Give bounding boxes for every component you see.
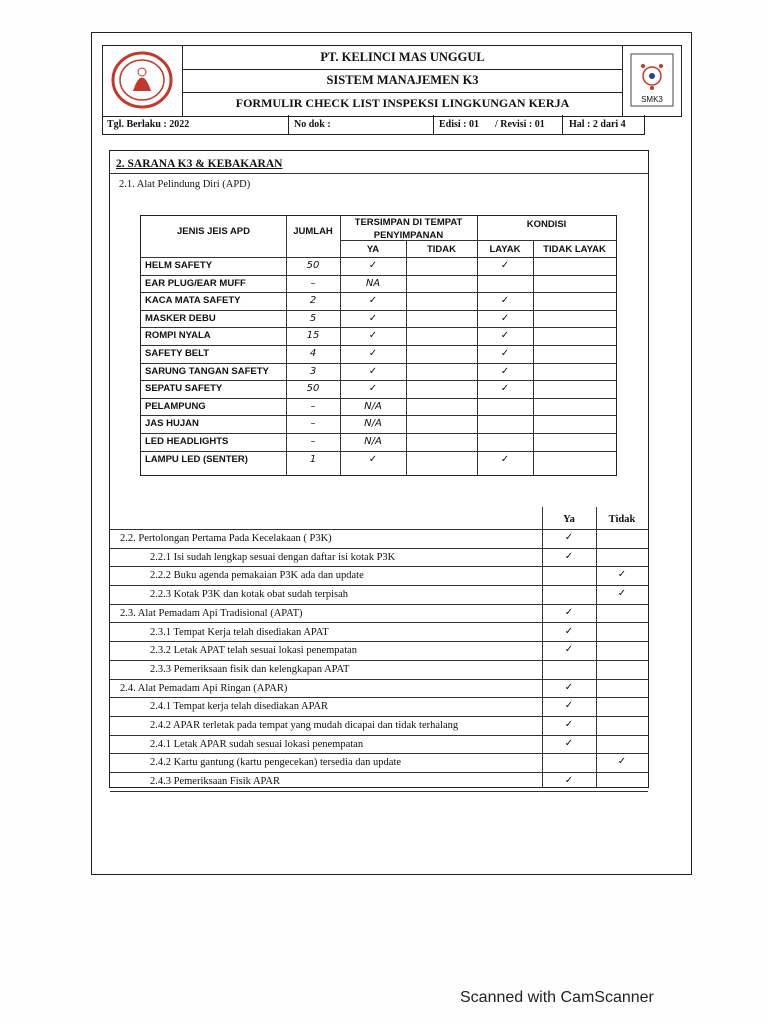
apd-table bbox=[140, 215, 617, 476]
header-tidak-layak: TIDAK LAYAK bbox=[543, 244, 606, 255]
tgl-berlaku: Tgl. Berlaku : 2022 bbox=[107, 119, 190, 130]
apd-item-qty: 50 bbox=[306, 383, 320, 395]
checklist-item bbox=[110, 548, 648, 568]
edisi: Edisi : 01 bbox=[439, 119, 480, 130]
form-page bbox=[91, 32, 692, 875]
checklist-item-text: 2.2.3 Kotak P3K dan kotak obat sudah terpisah bbox=[150, 589, 349, 601]
apd-item-name: HELM SAFETY bbox=[145, 260, 213, 271]
apd-item-layak: ✓ bbox=[500, 365, 510, 377]
checklist-item-text: 2.3.1 Tempat Kerja telah disediakan APAT bbox=[150, 626, 329, 638]
apd-item-name: JAS HUJAN bbox=[145, 418, 199, 430]
apd-item-qty: 2 bbox=[309, 295, 317, 307]
checklist-item-text: 2.4.3 Pemeriksaan Fisik APAR bbox=[150, 776, 280, 788]
apd-item-ya: N/A bbox=[364, 436, 382, 447]
apd-item-qty: 4 bbox=[309, 348, 317, 359]
apd-item-layak: ✓ bbox=[500, 383, 510, 395]
checklist-item-tidak: ✓ bbox=[617, 588, 627, 600]
header-ya: YA bbox=[366, 244, 380, 255]
section-title: 2. SARANA K3 & KEBAKARAN bbox=[110, 151, 648, 174]
checklist-item-text: 2.2.1 Isi sudah lengkap sesuai dengan daftar isi kotak P3K bbox=[150, 551, 396, 563]
apd-item-ya: ✓ bbox=[368, 348, 378, 359]
checklist-item bbox=[110, 566, 648, 586]
apd-item-name: PELAMPUNG bbox=[145, 400, 206, 412]
header-kondisi: KONDISI bbox=[526, 219, 567, 230]
section-table bbox=[109, 150, 649, 788]
checklist-item-tidak: ✓ bbox=[617, 569, 627, 581]
header-layak: LAYAK bbox=[489, 244, 521, 255]
apd-item-ya: ✓ bbox=[368, 330, 378, 342]
smk3-logo bbox=[622, 46, 681, 116]
apd-item-layak: ✓ bbox=[500, 260, 510, 271]
checklist-item-ya: ✓ bbox=[564, 737, 574, 749]
checklist-item-text: 2.2.2 Buku agenda pemakaian P3K ada dan update bbox=[150, 570, 364, 582]
subsection-apd: 2.1. Alat Pelindung Diri (APD) bbox=[119, 179, 251, 190]
checklist-item-text: 2.4.2 Kartu gantung (kartu pengecekan) tersedia dan update bbox=[150, 757, 402, 769]
header-tersimpan: TERSIMPAN DI TEMPAT PENYIMPANAN bbox=[354, 217, 463, 241]
checklist-item-text: 2.4. Alat Pemadam Api Ringan (APAR) bbox=[120, 682, 288, 694]
revisi: / Revisi : 01 bbox=[495, 119, 545, 130]
apd-item-name: LAMPU LED (SENTER) bbox=[145, 453, 248, 465]
apd-item-ya: N/A bbox=[364, 400, 382, 412]
checklist-item bbox=[110, 716, 648, 736]
checklist-item-ya: ✓ bbox=[564, 606, 574, 618]
apd-item-qty: 5 bbox=[309, 312, 317, 324]
apd-item-name: SEPATU SAFETY bbox=[145, 383, 223, 395]
apd-item-qty: – bbox=[310, 400, 316, 412]
halaman: Hal : 2 dari 4 bbox=[569, 119, 626, 130]
apd-item-qty: – bbox=[310, 436, 316, 447]
apd-item-qty: – bbox=[310, 418, 316, 430]
apd-row bbox=[141, 327, 616, 345]
form-title: FORMULIR CHECK LIST INSPEKSI LINGKUNGAN KERJA bbox=[235, 96, 570, 110]
checklist-item-ya: ✓ bbox=[564, 700, 574, 712]
checklist-item-ya: ✓ bbox=[564, 681, 574, 693]
apd-row bbox=[141, 451, 616, 469]
apd-item-qty: 50 bbox=[306, 260, 320, 271]
apd-row bbox=[141, 398, 616, 416]
header-jumlah: JUMLAH bbox=[293, 226, 333, 237]
apd-item-name: SAFETY BELT bbox=[145, 348, 210, 359]
checklist-item-text: 2.3. Alat Pemadam Api Tradisional (APAT) bbox=[120, 607, 303, 619]
header-jenis: JENIS JEIS APD bbox=[176, 226, 251, 237]
scanner-watermark: Scanned with CamScanner bbox=[460, 989, 654, 1006]
checklist-item-text: 2.4.1 Letak APAR sudah sesuai lokasi penempatan bbox=[150, 738, 364, 750]
apd-item-layak: ✓ bbox=[500, 348, 510, 359]
checklist-col-tidak: Tidak bbox=[608, 514, 636, 525]
apd-item-ya: NA bbox=[365, 277, 381, 289]
checklist-item bbox=[110, 772, 648, 792]
apd-item-ya: ✓ bbox=[368, 295, 378, 307]
no-dok: No dok : bbox=[294, 119, 331, 130]
checklist-header bbox=[110, 507, 648, 530]
apd-item-ya: ✓ bbox=[368, 365, 378, 377]
apd-row bbox=[141, 380, 616, 398]
apd-item-layak: ✓ bbox=[500, 453, 510, 465]
apd-item-name: LED HEADLIGHTS bbox=[145, 436, 229, 447]
checklist-item-text: 2.4.1 Tempat kerja telah disediakan APAR bbox=[150, 701, 329, 713]
apd-header-divider bbox=[340, 240, 616, 241]
checklist-item bbox=[110, 753, 648, 773]
apd-item-ya: ✓ bbox=[368, 453, 378, 465]
checklist-item bbox=[110, 641, 648, 661]
form-header bbox=[102, 45, 682, 117]
apd-item-qty: – bbox=[310, 277, 316, 289]
checklist-item bbox=[110, 604, 648, 624]
company-logo bbox=[103, 46, 183, 116]
apd-row bbox=[141, 415, 616, 433]
checklist-item-ya: ✓ bbox=[564, 775, 574, 787]
apd-item-qty: 3 bbox=[309, 365, 317, 377]
checklist-item bbox=[110, 697, 648, 717]
checklist-item bbox=[110, 623, 648, 643]
checklist-col-ya: Ya bbox=[563, 514, 575, 525]
apd-item-name: EAR PLUG/EAR MUFF bbox=[145, 277, 246, 289]
apd-item-name: MASKER DEBU bbox=[145, 312, 216, 324]
apd-item-ya: ✓ bbox=[368, 312, 378, 324]
apd-row bbox=[141, 345, 616, 363]
apd-row bbox=[141, 433, 616, 451]
apd-item-ya: ✓ bbox=[368, 383, 378, 395]
checklist-item-ya: ✓ bbox=[564, 550, 574, 562]
checklist-item-text: 2.3.2 Letak APAT telah sesuai lokasi penempatan bbox=[150, 645, 358, 657]
apd-row bbox=[141, 257, 616, 275]
checklist-item-text: 2.4.2 APAR terletak pada tempat yang mudah dicapai dan tidak terhalang bbox=[150, 720, 459, 731]
apd-item-qty: 1 bbox=[309, 453, 317, 465]
checklist-item-text: 2.2. Pertolongan Pertama Pada Kecelakaan ( P3K) bbox=[120, 533, 332, 544]
apd-row bbox=[141, 292, 616, 310]
checklist-item-ya: ✓ bbox=[564, 644, 574, 656]
apd-item-name: SARUNG TANGAN SAFETY bbox=[145, 365, 269, 377]
apd-item-name: KACA MATA SAFETY bbox=[145, 295, 241, 307]
apd-item-ya: N/A bbox=[364, 418, 382, 430]
apd-item-name: ROMPI NYALA bbox=[145, 330, 211, 342]
checklist-item bbox=[110, 529, 648, 549]
smk3-logo-text: SMK3 bbox=[641, 95, 663, 104]
apd-row bbox=[141, 363, 616, 381]
checklist-item-text: 2.3.3 Pemeriksaan fisik dan kelengkapan APAT bbox=[150, 663, 350, 675]
checklist-item-tidak: ✓ bbox=[617, 756, 627, 768]
checklist-item bbox=[110, 735, 648, 755]
company-name: PT. KELINCI MAS UNGGUL bbox=[183, 46, 622, 70]
checklist-item bbox=[110, 679, 648, 699]
apd-item-layak: ✓ bbox=[500, 295, 510, 307]
apd-row bbox=[141, 310, 616, 328]
apd-item-layak: ✓ bbox=[500, 312, 510, 324]
apd-item-layak: ✓ bbox=[500, 330, 510, 342]
checklist-item-ya: ✓ bbox=[564, 532, 574, 543]
checklist-item-ya: ✓ bbox=[564, 625, 574, 637]
apd-item-ya: ✓ bbox=[368, 260, 378, 271]
apd-item-qty: 15 bbox=[306, 330, 320, 342]
document-meta bbox=[102, 115, 645, 135]
checklist-item bbox=[110, 660, 648, 680]
apd-row bbox=[141, 275, 616, 293]
checklist-item-ya: ✓ bbox=[564, 719, 574, 730]
header-tidak: TIDAK bbox=[426, 244, 457, 255]
checklist-item bbox=[110, 585, 648, 605]
system-name: SISTEM MANAJEMEN K3 bbox=[183, 69, 622, 93]
